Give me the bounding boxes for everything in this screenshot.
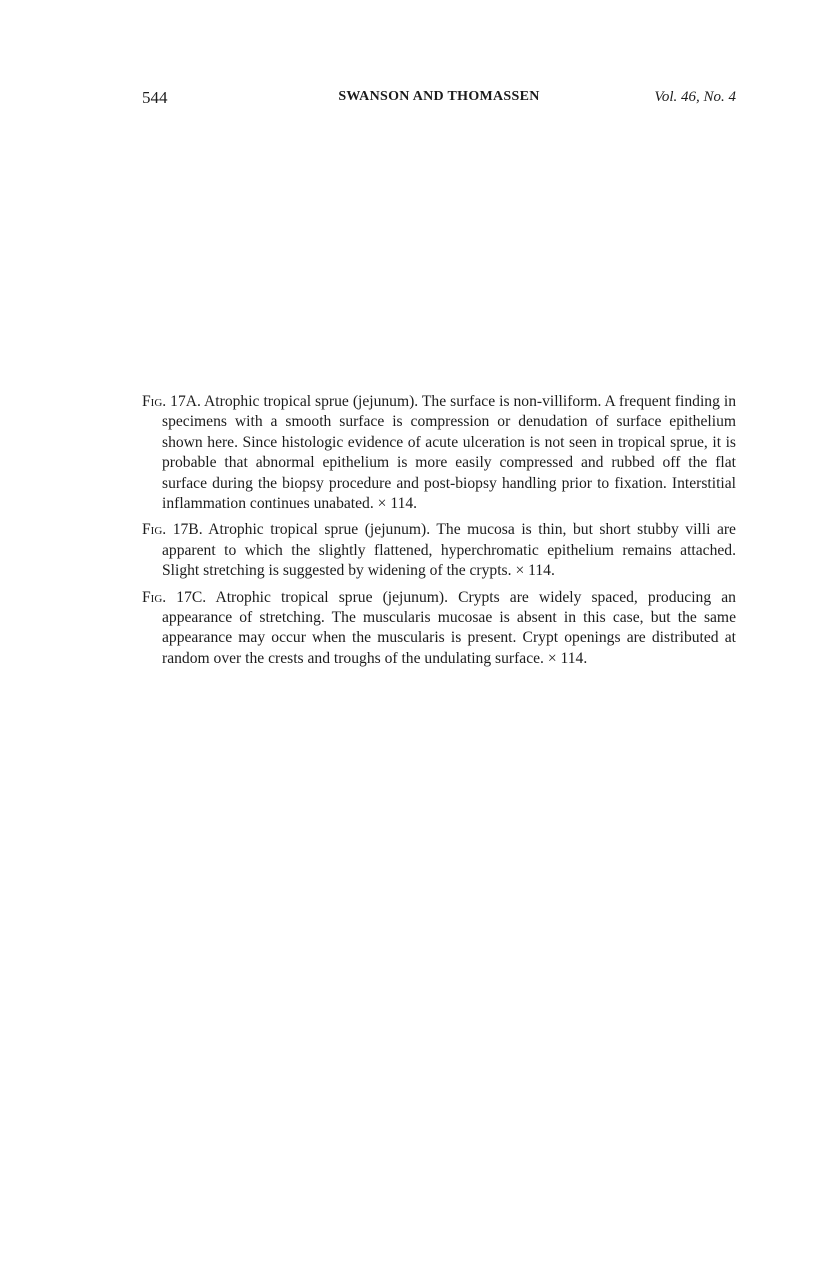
figure-label: Fig. 17A. bbox=[142, 393, 201, 410]
figure-caption-17c bbox=[142, 588, 736, 670]
running-head bbox=[142, 88, 736, 112]
caption-text: Atrophic tropical sprue (jejunum). The mucosa is thin, but short stubby villi are apparent to which the slightly flattened, hyperchromatic epithelium remains attached. Slight stretching is suggested by widening of the crypts. bbox=[162, 521, 736, 580]
magnification: × 114. bbox=[547, 649, 588, 667]
caption-text: Atrophic tropical sprue (jejunum). The surface is non-villiform. A frequent finding in specimens with a smooth surface is compression or denudation of surface epithelium shown here. Since histologic evidence of acute ulceration is not seen in tropical sprue, it is probable that abnormal epithelium is more easily compressed and rubbed off the flat surface during the biopsy procedure and post-biopsy handling prior to fixation. Interstitial inflammation continues unabated. bbox=[162, 393, 736, 513]
figure-label: Fig. 17C. bbox=[142, 588, 207, 606]
figure-caption-17b bbox=[142, 520, 736, 581]
magnification: × 114. bbox=[515, 562, 555, 580]
magnification: × 114. bbox=[377, 495, 418, 513]
page-number: 544 bbox=[142, 88, 168, 107]
running-head-authors: SWANSON AND THOMASSEN bbox=[338, 89, 540, 104]
running-head-volume: Vol. 46, No. 4 bbox=[654, 89, 736, 105]
figure-captions bbox=[142, 392, 736, 675]
caption-text: Atrophic tropical sprue (jejunum). Crypts are widely spaced, producing an appearance of stretching. The muscularis mucosae is absent in this case, but the same appearance may occur when the muscularis is present. Crypt openings are distributed at random over the crests and troughs of the undulating surface. bbox=[162, 588, 736, 667]
figure-caption-17a bbox=[142, 392, 736, 514]
figure-label: Fig. 17B. bbox=[142, 521, 203, 539]
